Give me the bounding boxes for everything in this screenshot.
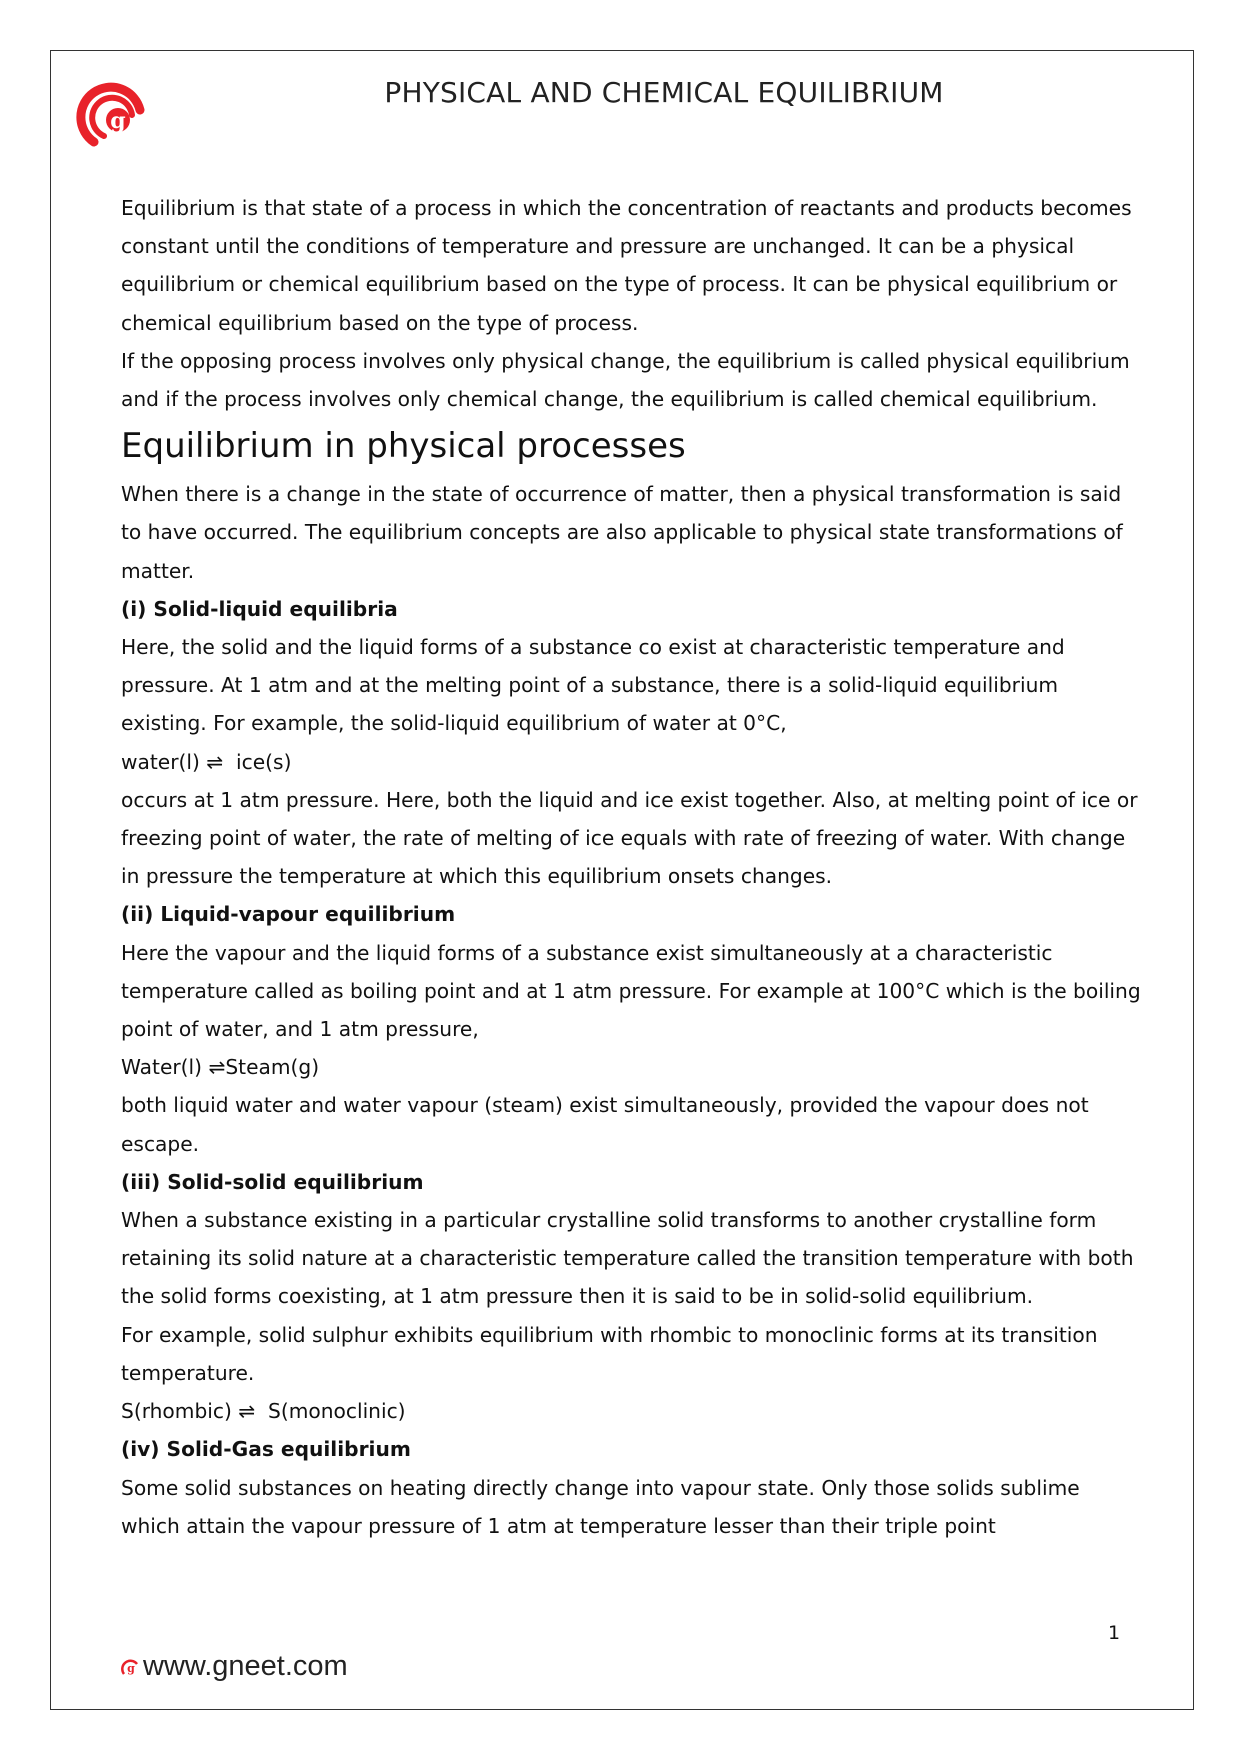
equation: S(rhombic) ⇌ S(monoclinic): [121, 1399, 406, 1424]
intro-paragraph: Equilibrium is that state of a process in which the concentration of reactants and products becomes constant until the conditions of temperature and pressure are unchanged. It can be a physical equilibrium or chemical equilibrium based on the type of process. It can be physical equilibrium or chemical equilibrium based on the type of process.: [121, 196, 1132, 335]
subsection-text: Some solid substances on heating directly change into vapour state. Only those solids sublime which attain the vapour pressure of 1 atm at temperature lesser than their triple point: [121, 1475, 1080, 1538]
subsection-heading: (ii) Liquid-vapour equilibrium: [121, 902, 456, 927]
subsection-text: Here the vapour and the liquid forms of a substance exist simultaneously at a characteristic temperature called as boiling point and at 1 atm pressure. For example at 100°C which is the boiling point of water, and 1 atm pressure,: [121, 940, 1141, 1042]
gneet-logo-icon: [74, 82, 156, 152]
subsection-heading: (iii) Solid-solid equilibrium: [121, 1169, 424, 1194]
gneet-small-logo-icon: [121, 1657, 141, 1677]
website-url[interactable]: www.gneet.com: [143, 1650, 348, 1682]
section-heading: Equilibrium in physical processes: [121, 426, 686, 467]
svg-text:g: g: [127, 1661, 135, 1675]
section-intro: When there is a change in the state of occurrence of matter, then a physical transformation is said to have occurred. The equilibrium concepts are also applicable to physical state transformations of matter.: [121, 482, 1123, 583]
subsection-heading: (i) Solid-liquid equilibria: [121, 596, 398, 621]
subsection-text: both liquid water and water vapour (steam) exist simultaneously, provided the vapour does not escape.: [121, 1093, 1089, 1156]
document-title: PHYSICAL AND CHEMICAL EQUILIBRIUM: [384, 76, 944, 109]
equation: water(l) ⇌ ice(s): [121, 749, 292, 774]
intro-paragraph: If the opposing process involves only physical change, the equilibrium is called physical equilibrium and if the process involves only chemical change, the equilibrium is called chemical equilibrium.: [121, 348, 1130, 412]
equation: Water(l) ⇌Steam(g): [121, 1055, 320, 1080]
svg-text:g: g: [110, 108, 126, 134]
subsection-text: For example, solid sulphur exhibits equilibrium with rhombic to monoclinic forms at its transition temperature.: [121, 1322, 1098, 1385]
page-number: 1: [1108, 1622, 1121, 1644]
subsection-text: When a substance existing in a particular crystalline solid transforms to another crystalline form retaining its solid nature at a characteristic temperature called the transition temperature with both the solid forms coexisting, at 1 atm pressure then it is said to be in solid-solid equilibrium.: [121, 1208, 1134, 1309]
subsection-heading: (iv) Solid-Gas equilibrium: [121, 1437, 411, 1462]
subsection-text: Here, the solid and the liquid forms of a substance co exist at characteristic temperature and pressure. At 1 atm and at the melting point of a substance, there is a solid-liquid equilibrium existing. For example, the solid-liquid equilibrium of water at 0°C,: [121, 635, 1065, 736]
document-body: [121, 189, 1141, 1545]
footer: [121, 1650, 348, 1683]
subsection-text: occurs at 1 atm pressure. Here, both the liquid and ice exist together. Also, at melting point of ice or freezing point of water, the rate of melting of ice equals with rate of freezing of water. With change in pressure the temperature at which this equilibrium onsets changes.: [121, 787, 1138, 889]
